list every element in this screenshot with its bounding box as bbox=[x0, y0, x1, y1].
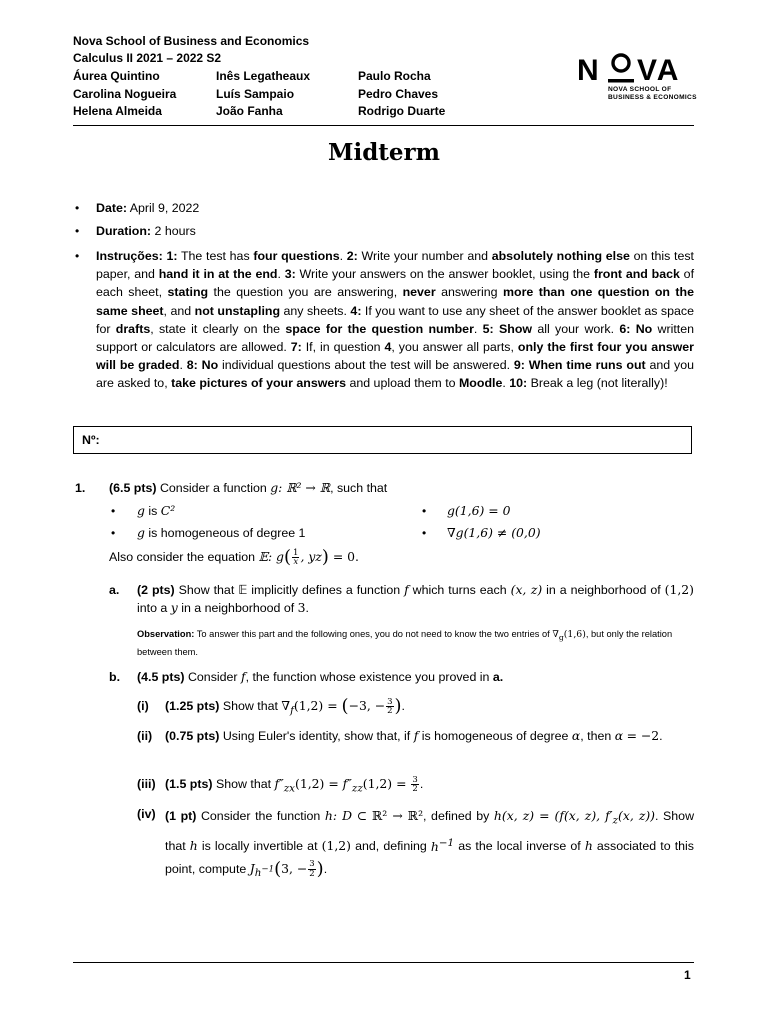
intro-end: , such that bbox=[330, 481, 388, 495]
footer-divider bbox=[73, 962, 694, 963]
part-a-label: a. bbox=[109, 583, 120, 597]
function-signature: g: ℝ² → ℝ bbox=[270, 480, 331, 495]
logo-letter-n: N bbox=[577, 54, 601, 87]
part-a-points: (2 pts) bbox=[137, 583, 175, 597]
logo-subtitle-line: BUSINESS & ECONOMICS bbox=[608, 94, 697, 101]
part-a-text: (2 pts) Show that 𝔼 implicitly defines a function f which turns each (x, z) in a neighborhood of (1,2) into a y in a neighborhood of 3. bbox=[137, 582, 694, 616]
equation-line: Also consider the equation 𝔼: g( $\frac{1}{x}$ , yz) = 0. bbox=[109, 546, 359, 568]
instructions-paragraph: Instruções: 1: The test has four questions. 2: Write your number and absolutely nothing else on this test paper, and hand it in at the end. 3: Write your answers on the answer booklet, using the front and back of each sheet, stating the question you are answering, never answering more than one question on the same sheet, and not unstapling any sheets. 4: If you want to use any sheet of the answer booklet as space for drafts, state it clearly on the space for the question number. 5: Show all your work. 6: No written support or calculators are allowed. 7: If, in question 4, you answer all parts, only the first four you answer will be graded. 8: No individual questions about the test will be answered. 9: When time runs out and you are asked to, take pictures of your answers and upload them to Moodle. 10: Break a leg (not literally)! bbox=[96, 249, 695, 391]
name: Luís Sampaio bbox=[216, 86, 295, 101]
logo-letters-va: VA bbox=[637, 54, 681, 87]
sub-i-label: (i) bbox=[137, 699, 149, 713]
condition-gradient: ∇g(1,6) ≠ (0,0) bbox=[447, 525, 541, 540]
bullet-icon: • bbox=[422, 526, 427, 540]
math-class: C² bbox=[160, 503, 176, 518]
sub-iii-label: (iii) bbox=[137, 777, 156, 791]
logo-o-icon bbox=[607, 52, 635, 86]
name: Áurea Quintino bbox=[73, 69, 160, 83]
condition-text: is bbox=[148, 504, 158, 518]
condition-g-zero: g(1,6) = 0 bbox=[447, 503, 511, 518]
math-g: g bbox=[137, 525, 145, 540]
question-number: 1. bbox=[75, 481, 86, 495]
sub-iii-points: (1.5 pts) bbox=[165, 777, 213, 791]
name: Pedro Chaves bbox=[358, 86, 439, 101]
part-b-points: (4.5 pts) bbox=[137, 670, 185, 684]
names-column-1 bbox=[73, 68, 176, 121]
page-number: 1 bbox=[684, 968, 691, 982]
course-name: Calculus II 2021 – 2022 S2 bbox=[73, 51, 222, 65]
date-line bbox=[96, 199, 199, 217]
observation-label: Observation: bbox=[137, 629, 195, 639]
sub-iv-text: (1 pt) Consider the function h: D ⊂ ℝ² → ℝ², defined by h(x, z) = (f(x, z), $f'_z(x$, z)). Show that h is locally invertible at (1,2) and, defining $h^{-1}$ as the local inverse of h associated to this point, compute $J_{h^{-1}}(3$, − $\frac{3}{2}$ ). bbox=[165, 808, 695, 880]
duration-label: Duration: bbox=[96, 224, 152, 238]
condition-homogeneous bbox=[137, 524, 305, 542]
duration-line bbox=[96, 222, 196, 240]
school-name: Nova School of Business and Economics bbox=[73, 34, 310, 48]
name: João Fanha bbox=[216, 104, 283, 118]
name: Rodrigo Duarte bbox=[358, 104, 446, 118]
sub-i-text: (1.25 pts) Show that $\nabla_f(1,2) = (-3$, − $\frac{3}{2}$ ). bbox=[165, 695, 405, 717]
condition-text: is homogeneous of degree 1 bbox=[148, 526, 306, 540]
condition-c2 bbox=[137, 502, 175, 520]
logo-subtitle bbox=[608, 86, 697, 102]
nova-logo bbox=[577, 52, 697, 104]
name: Paulo Rocha bbox=[358, 69, 431, 83]
question-1-intro bbox=[109, 479, 387, 497]
part-b-label: b. bbox=[109, 670, 121, 684]
sub-ii-points: (0.75 pts) bbox=[165, 729, 220, 743]
names-column-3 bbox=[358, 68, 445, 121]
math-g: g bbox=[137, 503, 145, 518]
question-points: (6.5 pts) bbox=[109, 481, 157, 495]
bullet-icon: • bbox=[111, 504, 116, 518]
logo-subtitle-line: NOVA SCHOOL OF bbox=[608, 86, 672, 93]
sub-ii-text: (0.75 pts) Using Euler's identity, show that, if f is homogeneous of degree α, then α = −2. bbox=[165, 728, 663, 743]
sub-i-points: (1.25 pts) bbox=[165, 699, 220, 713]
bullet-icon: • bbox=[422, 504, 427, 518]
intro-text: Consider a function bbox=[159, 481, 267, 495]
header-divider bbox=[73, 125, 694, 126]
date-value: April 9, 2022 bbox=[129, 201, 200, 215]
student-number-box[interactable] bbox=[73, 426, 692, 454]
sub-iii-text: (1.5 pts) Show that $f''_{zx}(1,2) = f''_{zz}(1,2)$ = $\frac{3}{2}$ . bbox=[165, 774, 424, 795]
name: Helena Almeida bbox=[73, 104, 162, 118]
part-b-text: (4.5 pts) Consider f, the function whose existence you proved in a. bbox=[137, 669, 504, 684]
bullet-icon: • bbox=[75, 224, 80, 238]
name: Carolina Nogueira bbox=[73, 86, 177, 101]
observation-note: Observation: To answer this part and the following ones, you do not need to know the two entries of $\nabla_g(1,6)$, but only the relation between them. bbox=[137, 629, 673, 657]
sub-iv-label: (iv) bbox=[137, 807, 156, 821]
page-title: Midterm bbox=[328, 139, 440, 166]
bullet-icon: • bbox=[75, 201, 80, 215]
name: Inês Legatheaux bbox=[216, 69, 311, 83]
date-label: Date: bbox=[96, 201, 127, 215]
student-number-label: Nº: bbox=[82, 433, 100, 447]
bullet-icon: • bbox=[111, 526, 116, 540]
equation-intro: Also consider the equation bbox=[109, 550, 256, 564]
names-column-2 bbox=[216, 68, 310, 121]
bullet-icon: • bbox=[75, 249, 80, 263]
sub-ii-label: (ii) bbox=[137, 729, 153, 743]
sub-iv-points: (1 pt) bbox=[165, 809, 197, 823]
duration-value: 2 hours bbox=[154, 224, 196, 238]
